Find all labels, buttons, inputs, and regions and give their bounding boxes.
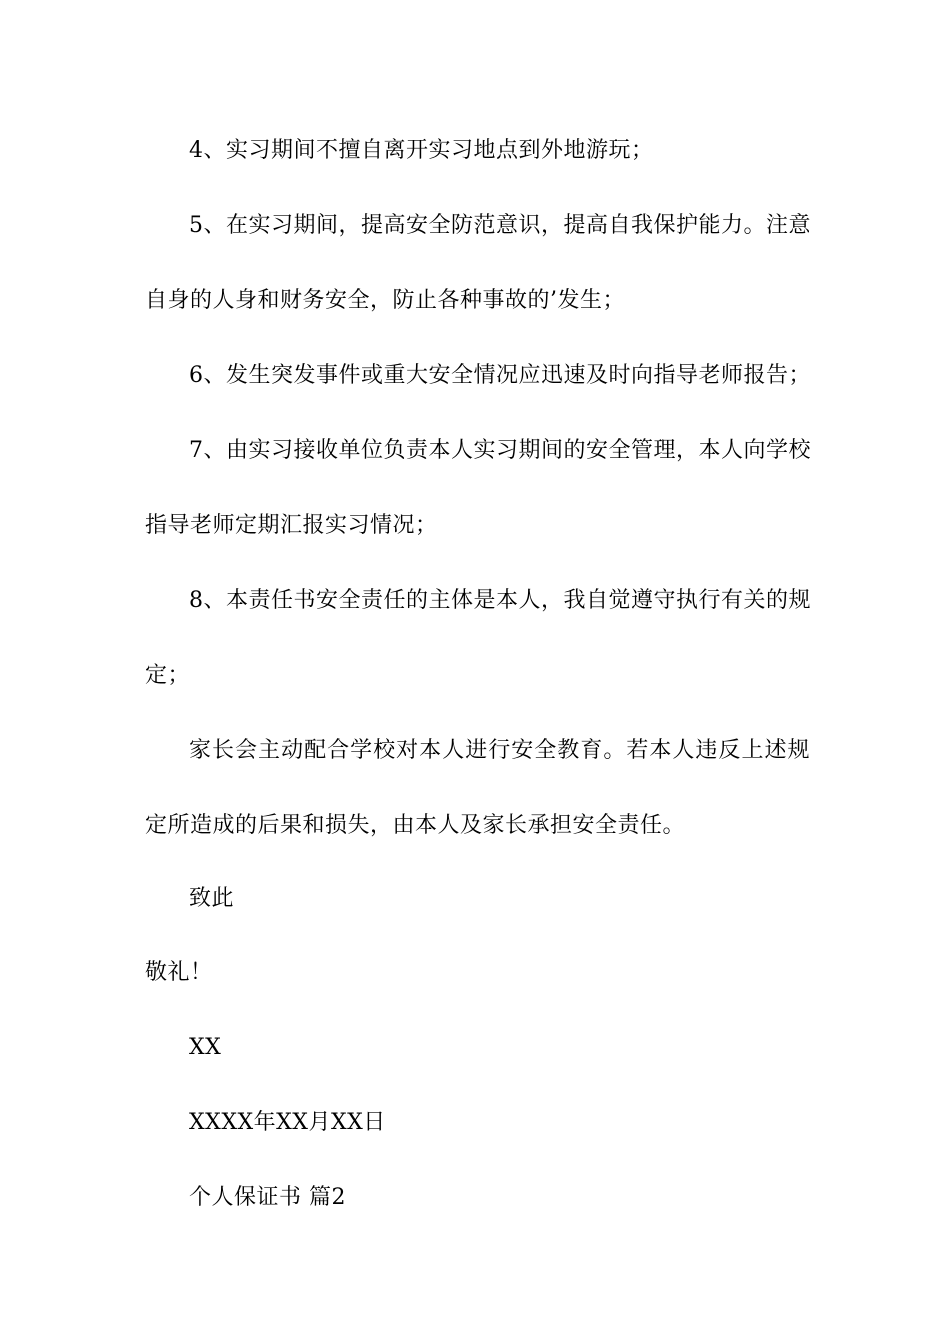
clause-8-line-2: 定； bbox=[145, 663, 191, 688]
signature-name: XX bbox=[189, 1035, 222, 1060]
closing-salutation: 致此 bbox=[189, 886, 235, 911]
clause-4: 4、实习期间不擅自离开实习地点到外地游玩； bbox=[189, 138, 654, 163]
closing-regards: 敬礼！ bbox=[145, 960, 213, 985]
clause-8-line-1: 8、本责任书安全责任的主体是本人，我自觉遵守执行有关的规 bbox=[189, 588, 811, 613]
clause-6: 6、发生突发事件或重大安全情况应迅速及时向指导老师报告； bbox=[189, 363, 811, 388]
clause-7-line-1: 7、由实习接收单位负责本人实习期间的安全管理，本人向学校 bbox=[189, 438, 811, 463]
clause-5-line-2: 自身的人身和财务安全，防止各种事故的’发生； bbox=[145, 288, 625, 313]
signature-date: XXXX年XX月XX日 bbox=[189, 1110, 386, 1135]
clause-7-line-2: 指导老师定期汇报实习情况； bbox=[145, 513, 438, 538]
next-section-title: 个人保证书 篇2 bbox=[189, 1185, 346, 1210]
parent-paragraph-line-2: 定所造成的后果和损失，由本人及家长承担安全责任。 bbox=[145, 813, 686, 838]
clause-5-line-1: 5、在实习期间，提高安全防范意识，提高自我保护能力。注意 bbox=[189, 213, 811, 238]
parent-paragraph-line-1: 家长会主动配合学校对本人进行安全教育。若本人违反上述规 bbox=[189, 738, 810, 763]
